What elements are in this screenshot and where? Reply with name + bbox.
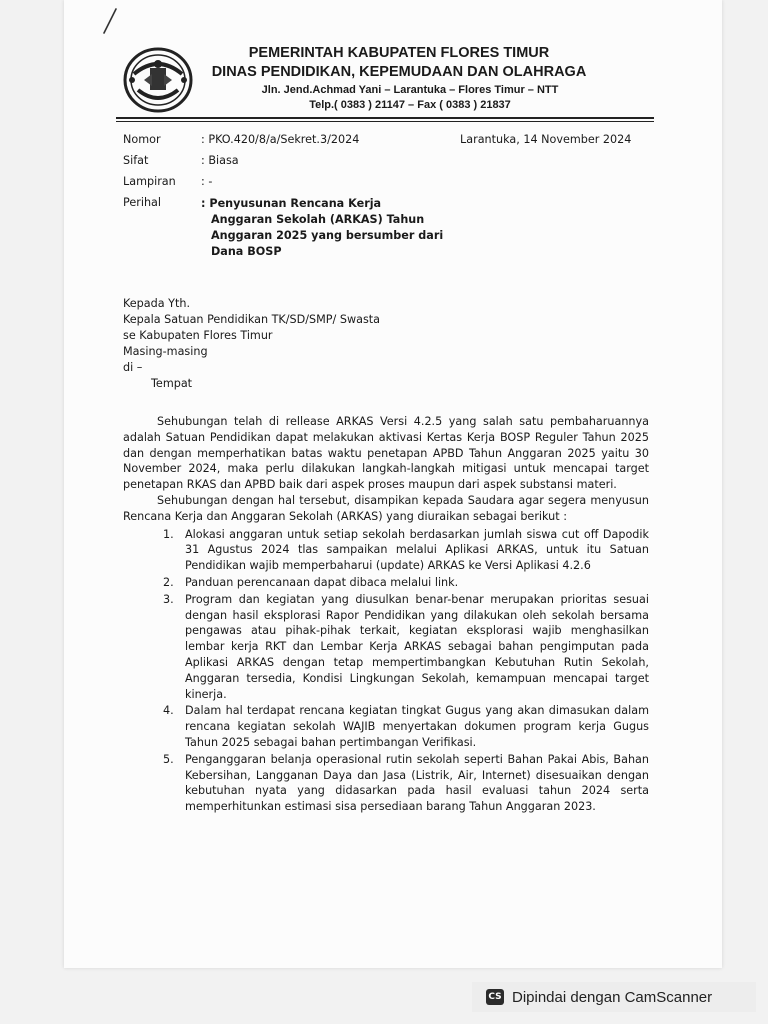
list-item-text: Dalam hal terdapat rencana kegiatan tingkat Gugus yang akan dimasukan dalam rencana kegiatan sekolah WAJIB menyertakan dokumen program kerja Gugus Tahun 2025 sebagai bahan pertimbangan Verifikasi.: [185, 704, 649, 749]
nomor-value: : PKO.420/8/a/Sekret.3/2024: [201, 133, 360, 146]
list-item-number: 2.: [163, 575, 174, 589]
list-item-number: 1.: [163, 527, 174, 541]
list-item-number: 5.: [163, 752, 174, 766]
letterhead: [190, 44, 590, 112]
letterhead-address: Jln. Jend.Achmad Yani – Larantuka – Flores Timur – NTT: [261, 84, 559, 96]
letterhead-divider-thin: [116, 121, 654, 122]
letterhead-phone-fax: Telp.( 0383 ) 21147 – Fax ( 0383 ) 21837: [309, 99, 511, 111]
letterhead-divider: [116, 117, 654, 119]
letter-body: [123, 414, 649, 816]
perihal-label: Perihal: [123, 196, 161, 209]
addressee-line: se Kabupaten Flores Timur: [123, 329, 273, 342]
camscanner-icon: CS: [486, 989, 504, 1005]
sifat-value: : Biasa: [201, 154, 239, 167]
perihal-line: Dana BOSP: [211, 245, 282, 258]
list-item-text: Program dan kegiatan yang diusulkan benar-benar merupakan prioritas sesuai dengan hasil eksplorasi Rapor Pendidikan yang dilakukan oleh sekolah bersama pengawas atau pihak-pihak terkait, kegiatan eksplorasi wajib menghasilkan lembar kerja RKT dan Lembar Kerja ARKAS sebagai bahan pengimputan pada Aplikasi ARKAS dengan tetap mempertimbangkan Kebutuhan Rutin Sekolah, Anggaran tersedia, Kondisi Lingkungan Sekolah, kemampuan mencapai target kinerja.: [185, 592, 649, 701]
regency-emblem-icon: [122, 44, 194, 116]
camscanner-watermark: [472, 982, 756, 1012]
letterhead-government: PEMERINTAH KABUPATEN FLORES TIMUR: [248, 45, 550, 61]
list-item-number: 4.: [163, 704, 174, 718]
list-item-number: 3.: [163, 592, 174, 606]
list-item: [123, 752, 649, 815]
instruction-list: [123, 527, 649, 815]
perihal-line: Anggaran 2025 yang bersumber dari: [211, 229, 444, 242]
perihal-line: Anggaran Sekolah (ARKAS) Tahun: [211, 213, 425, 226]
addressee-line: Kepala Satuan Pendidikan TK/SD/SMP/ Swasta: [123, 313, 381, 326]
body-paragraph: Sehubungan dengan hal tersebut, disampikan kepada Saudara agar segera menyusun Rencana Kerja dan Anggaran Sekolah (ARKAS) yang diuraikan sebagai berikut :: [123, 493, 649, 523]
sifat-label: Sifat: [123, 154, 149, 167]
list-item-text: Alokasi anggaran untuk setiap sekolah berdasarkan jumlah siswa cut off Dapodik 31 Agustus 2024 tlas sampaikan melalui Aplikasi ARKAS, untuk itu Satuan Pendidikan wajib memperbaharui (update) ARKAS ke Versi Aplikasi 4.2.6: [185, 527, 649, 573]
pen-stroke-mark: [98, 6, 122, 36]
list-item-text: Penganggaran belanja operasional rutin sekolah seperti Bahan Pakai Abis, Bahan Kebersihan, Langganan Daya dan Jasa (Listrik, Air, Internet) disesuaikan dengan kebutuhan nyata yang didasarkan pada hasil evaluasi tahun 2024 serta memperhitunkan estimasi sisa persediaan barang Tahun Anggaran 2023.: [185, 752, 649, 814]
nomor-label: Nomor: [123, 133, 161, 146]
addressee-line: Kepada Yth.: [123, 297, 190, 310]
lampiran-label: Lampiran: [123, 175, 176, 188]
perihal-line: : Penyusunan Rencana Kerja: [201, 197, 382, 210]
list-item: [123, 575, 649, 591]
body-paragraph: Sehubungan telah di rellease ARKAS Versi 4.2.5 yang salah satu pembaharuannya adalah Satuan Pendidikan dapat melakukan aktivasi Kertas Kerja BOSP Reguler Tahun 2025 dan dengan memperhatikan batas waktu penetapan APBD Tahun Anggaran 2025 yaitu 30 November 2024, maka perlu dilakukan langkah-langkah mitigasi untuk mencapai target penetapan RKAS dan APBD baik dari aspek proses maupun dari aspek substansi materi.: [123, 415, 649, 492]
list-item-text: Panduan perencanaan dapat dibaca melalui link.: [185, 575, 459, 589]
camscanner-text: Dipindai dengan CamScanner: [512, 988, 713, 1006]
lampiran-value: : -: [201, 175, 213, 188]
addressee-line: Masing-masing: [123, 345, 208, 358]
list-item: [123, 592, 649, 703]
addressee-line: Tempat: [151, 377, 193, 390]
list-item: [123, 703, 649, 750]
addressee-block: [123, 296, 380, 392]
list-item: [123, 527, 649, 574]
perihal-value: [201, 196, 451, 260]
addressee-line: di –: [123, 361, 143, 374]
letterhead-agency: DINAS PENDIDIKAN, KEPEMUDAAN DAN OLAHRAGA: [211, 64, 587, 80]
letter-date: Larantuka, 14 November 2024: [460, 133, 632, 146]
